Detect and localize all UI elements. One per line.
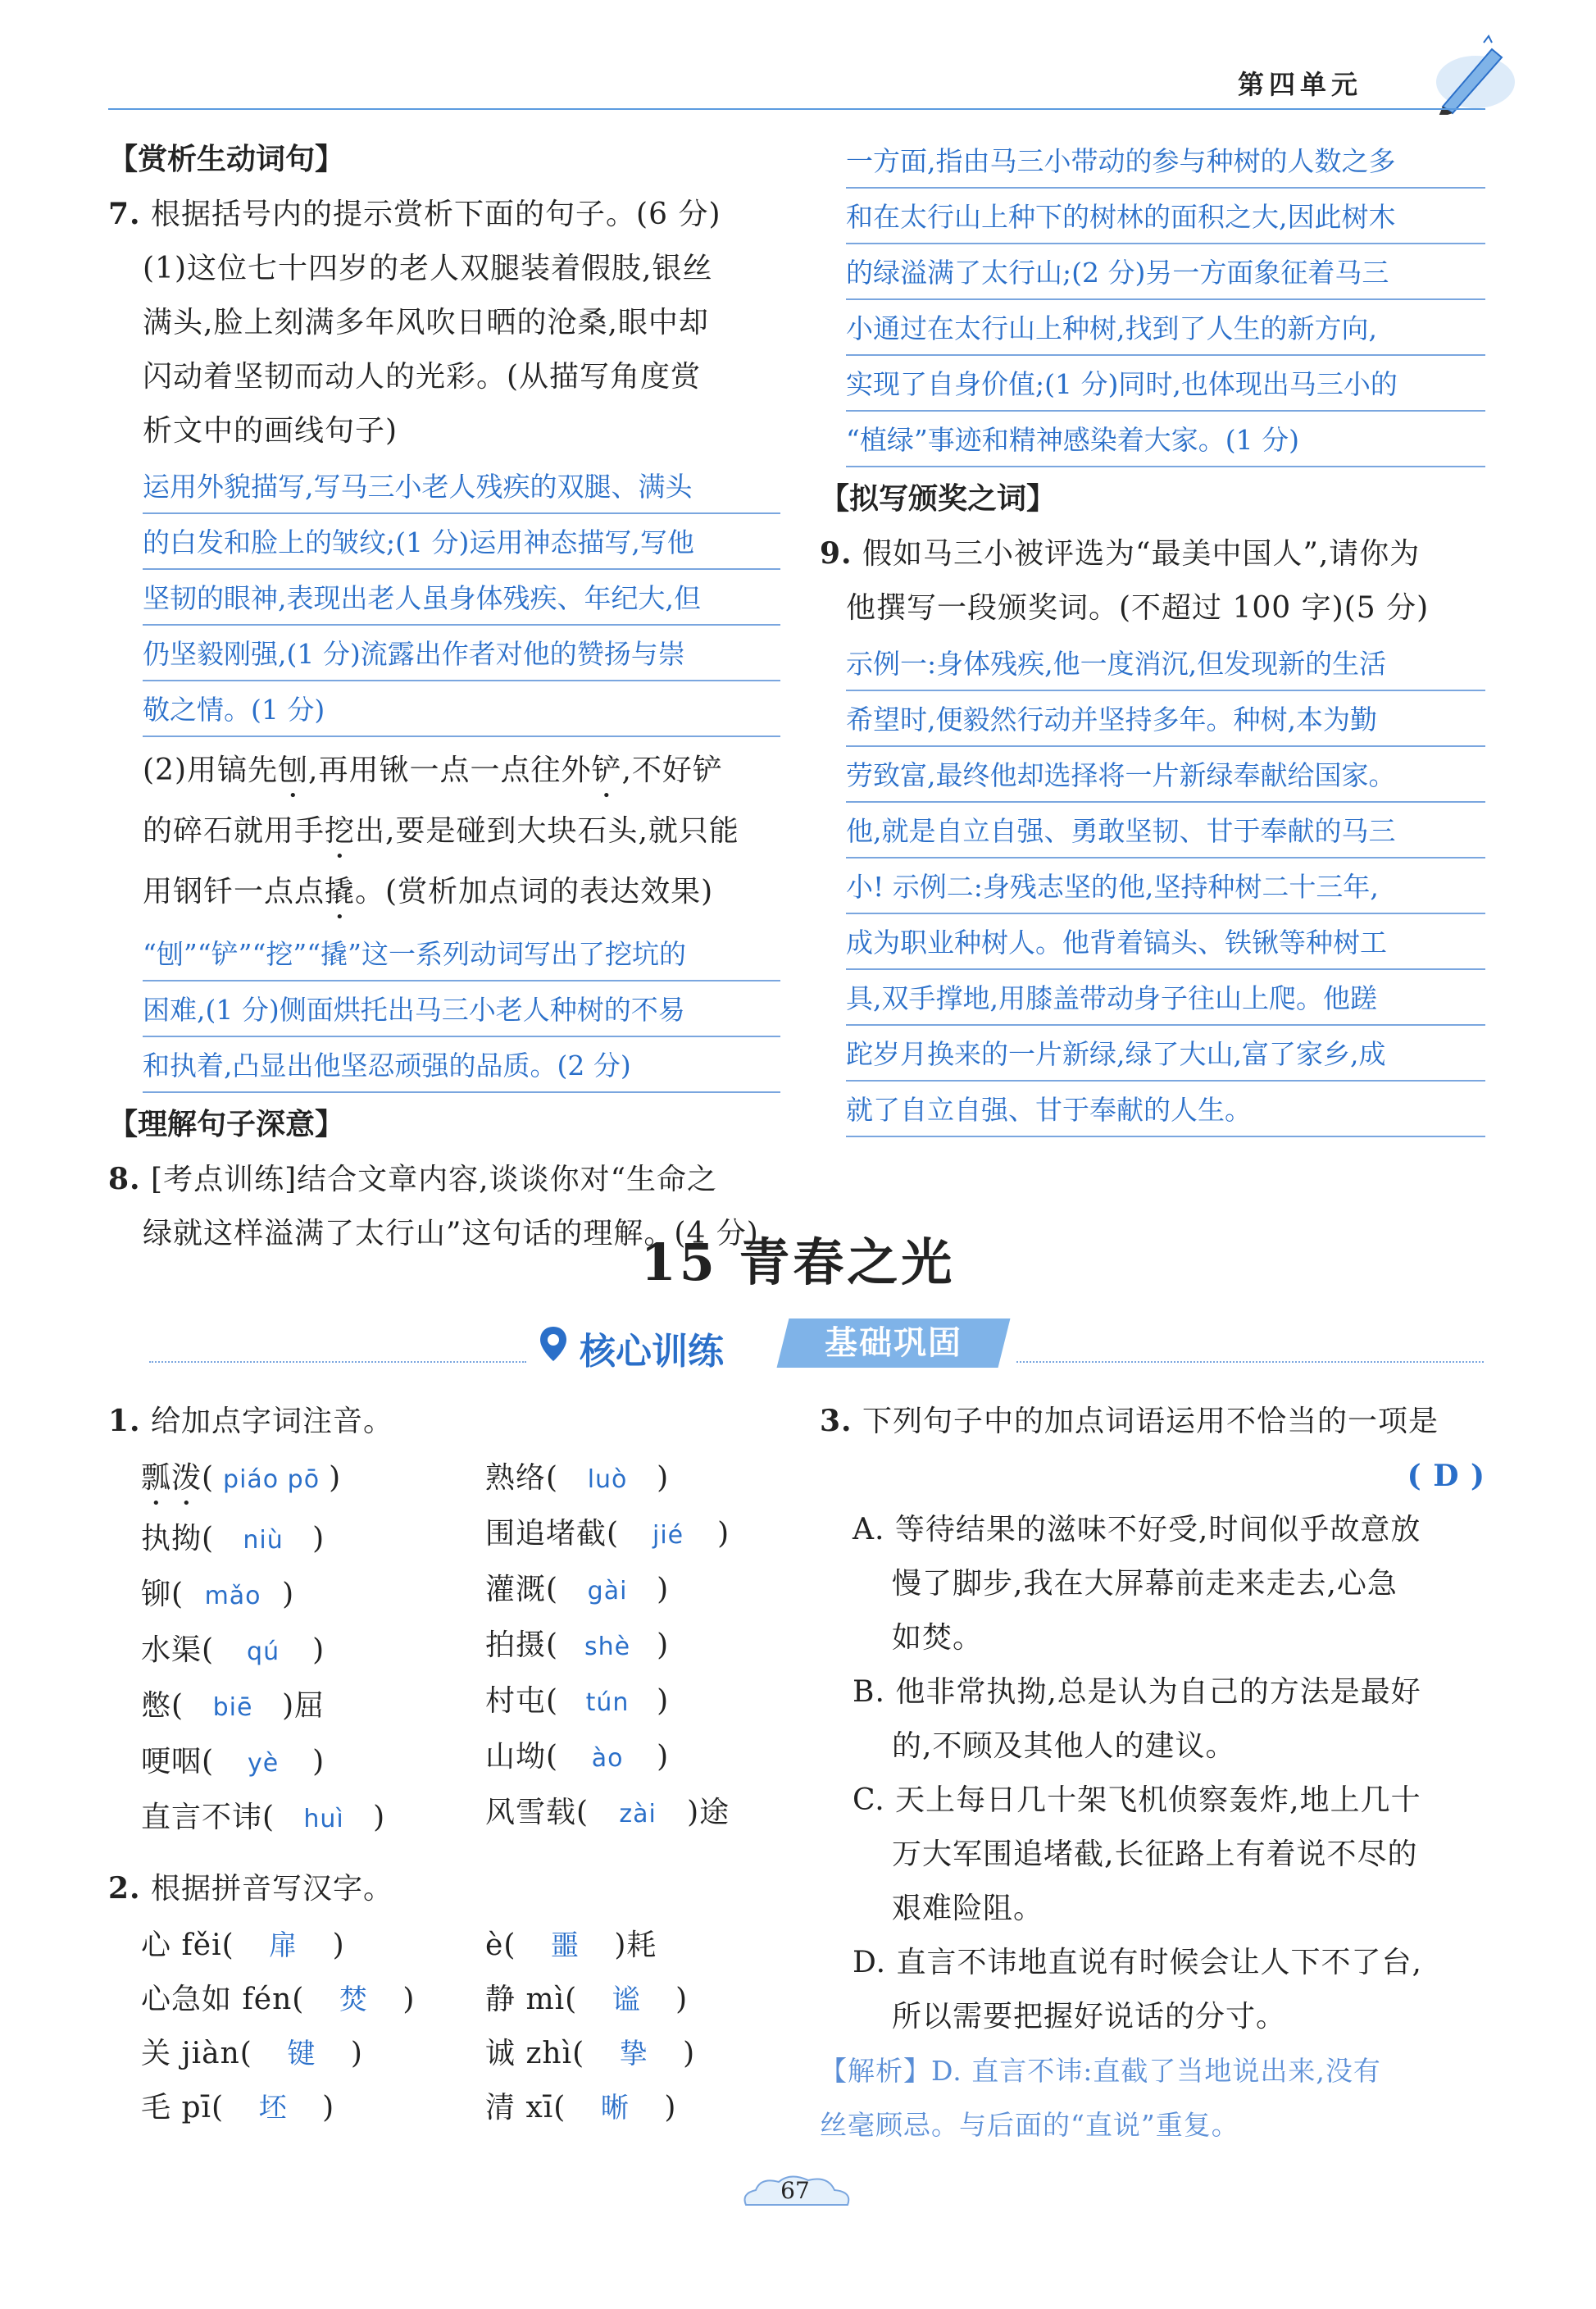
q1-word: 风雪载 xyxy=(485,1796,577,1829)
question-7 xyxy=(108,187,780,242)
option-b xyxy=(820,1665,1485,1774)
banner-dotted-left xyxy=(149,1361,526,1363)
question-9-text: 假如马三小被评选为“最美中国人”,请你为 xyxy=(862,537,1421,571)
q2-item: 关 jiàn( 键 ) xyxy=(141,2027,415,2081)
q2-prompt: 静 mì xyxy=(485,1983,566,2016)
q7-1-answer-line: 仍坚毅刚强,(1 分)流露出作者对他的赞扬与崇 xyxy=(143,626,780,681)
q2-hanzi-answer: 晰 xyxy=(600,2092,630,2125)
banner-dotted-right xyxy=(1016,1361,1484,1363)
question-8-number: 8. xyxy=(108,1162,141,1196)
pencil-decoration-icon xyxy=(1426,33,1516,115)
q2-prompt: è xyxy=(485,1929,504,1962)
q7-2-line xyxy=(143,804,780,865)
q2-hanzi-answer: 焚 xyxy=(339,1983,368,2016)
q7-2-text: 用钢钎一点点 xyxy=(143,875,325,909)
q1-item: 执拗( niù ) xyxy=(141,1512,385,1568)
q9-answer-line: 成为职业种树人。他背着镐头、铁锹等种树工 xyxy=(846,914,1485,970)
q1-word: 憋 xyxy=(141,1689,172,1723)
dotted-word: 铲 xyxy=(591,754,622,787)
question-7-number: 7. xyxy=(108,197,141,231)
q2-item: è( 噩 )耗 xyxy=(485,1919,695,1973)
q7-2-line xyxy=(143,744,780,804)
q1-pinyin-answer: qú xyxy=(247,1637,280,1666)
option-line: 如焚。 xyxy=(892,1621,984,1655)
q9-answer-line: 就了自立自强、甘于奉献的人生。 xyxy=(846,1082,1485,1137)
q8-answer-line: 的绿溢满了太行山;(2 分)另一方面象征着马三 xyxy=(846,244,1485,300)
left-top-column xyxy=(108,133,780,1261)
section-heading-sentence-meaning: 【理解句子深意】 xyxy=(108,1108,345,1141)
q1-item: 瓢泼( piáo pō ) xyxy=(141,1451,385,1512)
question-9 xyxy=(820,526,1485,581)
q1-pinyin-answer: tún xyxy=(585,1688,630,1717)
unit-label: 第四单元 xyxy=(1238,69,1363,100)
q2-item: 心 fěi( 扉 ) xyxy=(141,1919,415,1973)
q7-1-line: 满头,脸上刻满多年风吹日晒的沧桑,眼中却 xyxy=(143,306,709,339)
analysis-line: 【解析】D. 直言不讳:直截了当地说出来,没有 xyxy=(820,2055,1381,2087)
q1-pinyin-answer: mǎo xyxy=(204,1582,261,1610)
q1-word-suffix: 途 xyxy=(699,1796,730,1829)
option-line: 艰难险阻。 xyxy=(892,1892,1044,1925)
q7-1-line: 闪动着坚韧而动人的光彩。(从描写角度赏 xyxy=(143,360,702,394)
question-3-text: 下列句子中的加点词语运用不恰当的一项是 xyxy=(862,1405,1439,1438)
q2-suffix: 耗 xyxy=(626,1929,657,1962)
q2-item: 毛 pī( 坯 ) xyxy=(141,2081,415,2135)
q1-item: 熟络( luò ) xyxy=(485,1451,730,1507)
q2-left-list xyxy=(141,1919,415,2135)
q2-right-list xyxy=(485,1919,695,2135)
q1-word: 拍摄 xyxy=(485,1628,547,1662)
question-8-line-2: 绿就这样溢满了太行山”这句话的理解。(4 分) xyxy=(143,1217,759,1250)
option-line: 慢了脚步,我在大屏幕前走来走去,心急 xyxy=(892,1567,1398,1601)
header-rule xyxy=(108,108,1485,110)
option-line: 所以需要把握好说话的分寸。 xyxy=(892,2000,1287,2033)
q1-item: 风雪载( zài )途 xyxy=(485,1786,730,1842)
q8-answer-line: 小通过在太行山上种树,找到了人生的新方向, xyxy=(846,300,1485,356)
q1-word-suffix: 屈 xyxy=(294,1689,325,1723)
q1-pinyin-answer: niù xyxy=(243,1526,284,1555)
q1-pinyin-answer: gài xyxy=(587,1577,628,1605)
q2-prompt: 心急如 fén xyxy=(141,1983,293,2016)
page-number: 67 xyxy=(780,2177,810,2204)
q1-word: 瓢泼 xyxy=(141,1461,202,1495)
q2-prompt: 诚 zhì xyxy=(485,2037,573,2070)
question-3 xyxy=(820,1394,1485,2152)
question-2-text: 根据拼音写汉字。 xyxy=(151,1872,394,1906)
option-line: D. 直言不讳地直说有时候会让人下不了台, xyxy=(853,1946,1422,1979)
q1-item: 哽咽( yè ) xyxy=(141,1735,385,1791)
q1-item: 憋( biē )屈 xyxy=(141,1679,385,1735)
q8-answer-line: 和在太行山上种下的树林的面积之大,因此树木 xyxy=(846,189,1485,244)
q9-answer-line: 劳致富,最终他却选择将一片新绿奉献给国家。 xyxy=(846,747,1485,803)
question-1-number: 1. xyxy=(108,1404,141,1438)
q1-pinyin-answer: piáo pō xyxy=(223,1465,321,1494)
q1-word: 水渠 xyxy=(141,1633,202,1667)
q7-2-text: (2)用镐先 xyxy=(143,754,278,787)
q1-word: 围追堵截 xyxy=(485,1517,607,1551)
question-7-text: 根据括号内的提示赏析下面的句子。(6 分) xyxy=(151,198,721,231)
q7-2-text: ,不好铲 xyxy=(621,754,723,787)
q1-pinyin-answer: luò xyxy=(587,1465,628,1494)
q2-item: 诚 zhì( 挚 ) xyxy=(485,2027,695,2081)
q1-pinyin-answer: yè xyxy=(247,1749,280,1778)
q7-2-answer-line: 和执着,凸显出他坚忍顽强的品质。(2 分) xyxy=(143,1037,780,1093)
q9-answer-line: 小! 示例二:身残志坚的他,坚持种树二十三年, xyxy=(846,858,1485,914)
q8-answer-line: 实现了自身价值;(1 分)同时,也体现出马三小的 xyxy=(846,356,1485,412)
lesson-title: 15 青春之光 xyxy=(640,1232,956,1292)
q1-item: 山坳( ào ) xyxy=(485,1730,730,1786)
q1-item: 村屯( tún ) xyxy=(485,1674,730,1730)
section-heading-award-speech: 【拟写颁奖之词】 xyxy=(820,482,1057,516)
q9-answer-line: 希望时,便毅然行动并坚持多年。种树,本为勤 xyxy=(846,691,1485,747)
q1-word: 执拗 xyxy=(141,1522,202,1555)
q2-item: 静 mì( 谧 ) xyxy=(485,1973,695,2027)
q2-prompt: 毛 pī xyxy=(141,2091,212,2125)
option-line: A. 等待结果的滋味不好受,时间似乎故意放 xyxy=(853,1513,1421,1546)
q2-hanzi-answer: 坯 xyxy=(258,2092,288,2125)
q2-item: 心急如 fén( 焚 ) xyxy=(141,1973,415,2027)
q1-word: 灌溉 xyxy=(485,1573,547,1606)
q9-answer-line: 示例一:身体残疾,他一度消沉,但发现新的生活 xyxy=(846,635,1485,691)
q1-pinyin-answer: huì xyxy=(303,1805,344,1833)
q7-2-text: 的碎石就用手 xyxy=(143,814,325,848)
q1-word: 熟络 xyxy=(485,1461,547,1495)
q7-2-answer-line: “刨”“铲”“挖”“撬”这一系列动词写出了挖坑的 xyxy=(143,926,780,981)
option-line: 万大军围追堵截,长征路上有着说不尽的 xyxy=(892,1838,1418,1871)
q9-answer-line: 跎岁月换来的一片新绿,绿了大山,富了家乡,成 xyxy=(846,1026,1485,1082)
q1-item: 铆( mǎo ) xyxy=(141,1568,385,1624)
q7-2-text: ,再用锹一点一点往外 xyxy=(308,754,592,787)
q2-item: 清 xī( 晰 ) xyxy=(485,2081,695,2135)
question-8-text: [考点训练]结合文章内容,谈谈你对“生命之 xyxy=(151,1163,717,1196)
q7-1-answer-line: 的白发和脸上的皱纹;(1 分)运用神态描写,写他 xyxy=(143,514,780,570)
q8-answer-line: “植绿”事迹和精神感染着大家。(1 分) xyxy=(846,412,1485,467)
q7-2-answer-line: 困难,(1 分)侧面烘托出马三小老人种树的不易 xyxy=(143,981,780,1037)
q2-hanzi-answer: 扉 xyxy=(269,1929,298,1962)
option-c xyxy=(820,1774,1485,1936)
q2-hanzi-answer: 挚 xyxy=(619,2038,648,2070)
analysis-line: 丝毫顾忌。与后面的“直说”重复。 xyxy=(820,2109,1239,2141)
q1-pinyin-answer: zài xyxy=(619,1800,657,1829)
option-line: 的,不顾及其他人的建议。 xyxy=(892,1729,1236,1763)
q2-hanzi-answer: 键 xyxy=(287,2038,316,2070)
option-line: B. 他非常执拗,总是认为自己的方法是最好 xyxy=(853,1675,1421,1709)
q2-prompt: 心 fěi xyxy=(141,1929,222,1962)
question-1 xyxy=(108,1394,393,1449)
option-line: C. 天上每日几十架飞机侦察轰炸,地上几十 xyxy=(853,1783,1421,1817)
option-a xyxy=(820,1503,1485,1665)
question-2 xyxy=(108,1861,393,1916)
core-training-banner xyxy=(537,1315,1021,1373)
q1-word: 村屯 xyxy=(485,1684,547,1718)
q7-1-answer-line: 敬之情。(1 分) xyxy=(143,681,780,737)
q2-hanzi-answer: 谧 xyxy=(612,1983,641,2016)
q7-1-answer-line: 坚韧的眼神,表现出老人虽身体残疾、年纪大,但 xyxy=(143,570,780,626)
q2-prompt: 清 xī xyxy=(485,2091,554,2125)
q1-word: 铆 xyxy=(141,1578,172,1611)
basic-consolidation-label: 基础巩固 xyxy=(825,1324,962,1362)
question-3-answer: ( D ) xyxy=(1407,1459,1485,1493)
q1-item: 围追堵截( jié ) xyxy=(485,1507,730,1563)
question-1-text: 给加点字词注音。 xyxy=(151,1405,394,1438)
q1-word: 哽咽 xyxy=(141,1745,202,1778)
q9-answer-line: 他,就是自立自强、勇敢坚韧、甘于奉献的马三 xyxy=(846,803,1485,858)
page-number-badge xyxy=(738,2169,861,2218)
q7-1-line: (1)这位七十四岁的老人双腿装着假肢,银丝 xyxy=(143,252,713,285)
location-pin-icon xyxy=(537,1323,570,1364)
header-unit-area xyxy=(1213,57,1557,107)
section-heading-vivid-words: 【赏析生动词句】 xyxy=(108,143,345,176)
dotted-word: 挖 xyxy=(325,814,356,848)
basic-consolidation-tag xyxy=(777,1318,1011,1368)
q1-pinyin-answer: biē xyxy=(212,1693,253,1722)
right-top-column xyxy=(820,133,1485,1137)
question-3-stem xyxy=(820,1394,1485,1449)
option-d xyxy=(820,1936,1485,2044)
q2-prompt: 关 jiàn xyxy=(141,2037,240,2070)
q8-answer-line: 一方面,指由马三小带动的参与种树的人数之多 xyxy=(846,133,1485,189)
question-9-line-2: 他撰写一段颁奖词。(不超过 100 字)(5 分) xyxy=(846,591,1430,625)
q7-2-text: 。(赏析加点词的表达效果) xyxy=(355,875,714,909)
q1-right-list xyxy=(485,1451,730,1842)
question-2-number: 2. xyxy=(108,1871,141,1906)
q7-1-line: 析文中的画线句子) xyxy=(143,414,398,448)
question-3-number: 3. xyxy=(820,1404,853,1438)
q1-word: 直言不讳 xyxy=(141,1801,263,1834)
q2-hanzi-answer: 噩 xyxy=(550,1929,580,1962)
q1-pinyin-answer: ào xyxy=(591,1744,624,1773)
question-8 xyxy=(108,1152,780,1207)
q7-1-answer-line: 运用外貌描写,写马三小老人残疾的双腿、满头 xyxy=(143,458,780,514)
dotted-word: 撬 xyxy=(325,875,356,909)
question-7-part-1 xyxy=(108,242,780,1093)
q7-2-line xyxy=(143,865,780,926)
q1-item: 拍摄( shè ) xyxy=(485,1619,730,1674)
q1-pinyin-answer: jié xyxy=(652,1521,684,1550)
q9-answer-line: 具,双手撑地,用膝盖带动身子往山上爬。他蹉 xyxy=(846,970,1485,1026)
dotted-word: 刨 xyxy=(278,754,309,787)
q1-word: 山坳 xyxy=(485,1740,547,1774)
q1-item: 直言不讳( huì ) xyxy=(141,1791,385,1847)
core-training-label: 核心训练 xyxy=(580,1331,724,1373)
q7-2-text: 出,要是碰到大块石头,就只能 xyxy=(355,814,739,848)
q1-pinyin-answer: shè xyxy=(584,1633,631,1661)
q1-item: 灌溉( gài ) xyxy=(485,1563,730,1619)
question-9-number: 9. xyxy=(820,536,853,571)
q1-left-list xyxy=(141,1451,385,1847)
q1-item: 水渠( qú ) xyxy=(141,1624,385,1679)
